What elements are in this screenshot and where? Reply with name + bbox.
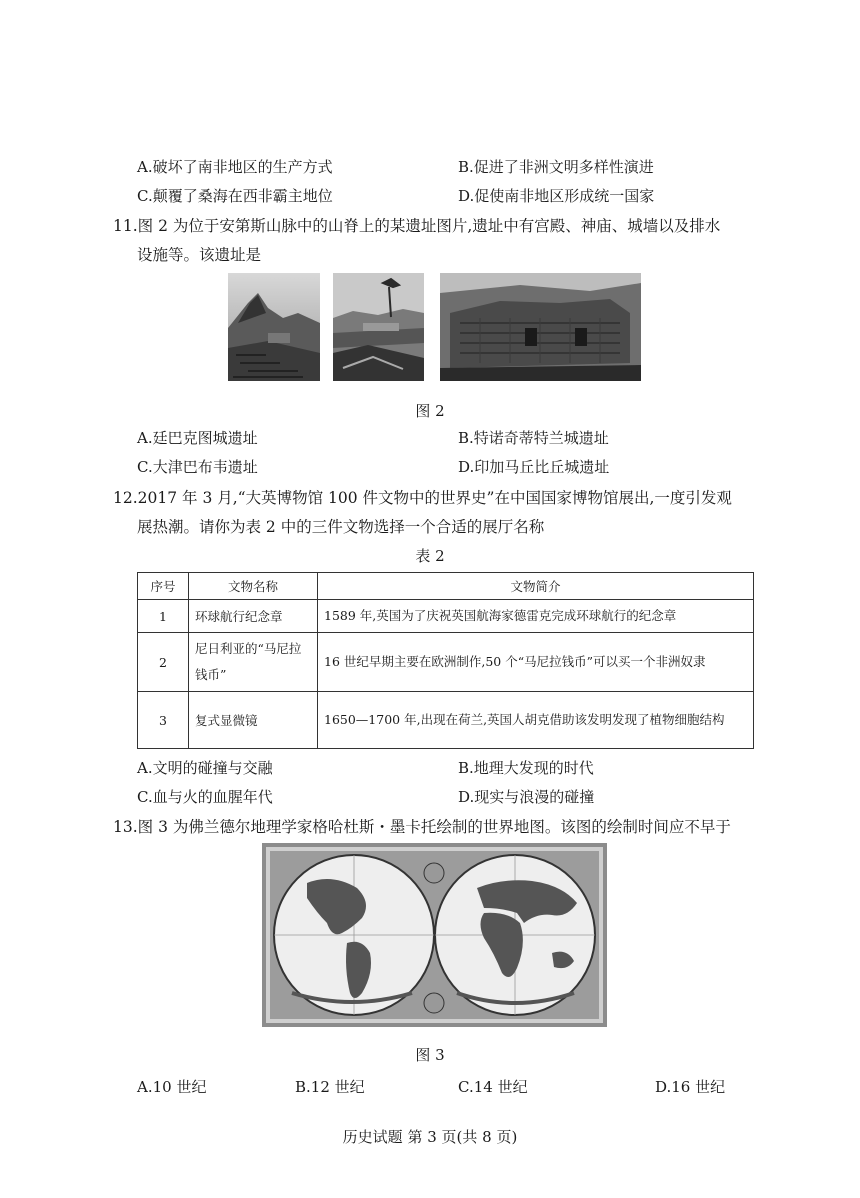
machu-picchu-photo-3 bbox=[440, 273, 641, 381]
q10-option-a: A.破坏了南非地区的生产方式 bbox=[137, 158, 333, 176]
q12-stem-line2: 展热潮。请你为表 2 中的三件文物选择一个合适的展厅名称 bbox=[137, 518, 545, 536]
q11-option-d: D.印加马丘比丘城遗址 bbox=[458, 458, 610, 476]
table-row bbox=[138, 633, 754, 692]
table-cell-no: 3 bbox=[138, 692, 189, 749]
mercator-world-map bbox=[262, 843, 607, 1027]
q11-option-c: C.大津巴布韦遗址 bbox=[137, 458, 258, 476]
q13-option-c: C.14 世纪 bbox=[458, 1078, 528, 1096]
table-cell-desc: 1650—1700 年,出现在荷兰,英国人胡克借助该发明发现了植物细胞结构 bbox=[318, 692, 754, 749]
page-footer: 历史试题 第 3 页(共 8 页) bbox=[342, 1128, 518, 1146]
table-cell-no: 2 bbox=[138, 633, 189, 692]
q12-option-d: D.现实与浪漫的碰撞 bbox=[458, 788, 595, 806]
table-header-no: 序号 bbox=[138, 573, 189, 600]
machu-picchu-photo-2 bbox=[333, 273, 424, 381]
machu-picchu-photo-1 bbox=[228, 273, 320, 381]
q13-option-a: A.10 世纪 bbox=[137, 1078, 207, 1096]
q13-stem: 13.图 3 为佛兰德尔地理学家格哈杜斯・墨卡托绘制的世界地图。该图的绘制时间应不早于 bbox=[113, 818, 731, 836]
table-2-caption: 表 2 bbox=[415, 547, 445, 565]
artifact-table bbox=[137, 572, 754, 749]
table-header-name: 文物名称 bbox=[189, 573, 318, 600]
q11-stem-line1: 11.图 2 为位于安第斯山脉中的山脊上的某遗址图片,遗址中有宫殿、神庙、城墙以及排水 bbox=[113, 217, 721, 235]
table-header-desc: 文物简介 bbox=[318, 573, 754, 600]
q12-option-b: B.地理大发现的时代 bbox=[458, 759, 594, 777]
table-row bbox=[138, 600, 754, 633]
table-cell-name: 复式显微镜 bbox=[189, 692, 318, 749]
q13-option-b: B.12 世纪 bbox=[295, 1078, 365, 1096]
table-cell-name: 环球航行纪念章 bbox=[189, 600, 318, 633]
q11-stem-line2: 设施等。该遗址是 bbox=[137, 246, 262, 264]
q12-option-c: C.血与火的血腥年代 bbox=[137, 788, 273, 806]
table-cell-desc: 16 世纪早期主要在欧洲制作,50 个“马尼拉钱币”可以买一个非洲奴隶 bbox=[318, 633, 754, 692]
q13-option-d: D.16 世纪 bbox=[655, 1078, 726, 1096]
q11-option-a: A.廷巴克图城遗址 bbox=[137, 429, 258, 447]
q10-option-b: B.促进了非洲文明多样性演进 bbox=[458, 158, 654, 176]
figure-3-caption: 图 3 bbox=[415, 1046, 445, 1064]
q12-option-a: A.文明的碰撞与交融 bbox=[137, 759, 273, 777]
q10-option-d: D.促使南非地区形成统一国家 bbox=[458, 187, 655, 205]
q11-option-b: B.特诺奇蒂特兰城遗址 bbox=[458, 429, 609, 447]
table-cell-desc: 1589 年,英国为了庆祝英国航海家德雷克完成环球航行的纪念章 bbox=[318, 600, 754, 633]
q12-stem-line1: 12.2017 年 3 月,“大英博物馆 100 件文物中的世界史”在中国国家博物馆展出,一度引发观 bbox=[113, 489, 732, 507]
table-header-row bbox=[138, 573, 754, 600]
table-cell-name: 尼日利亚的“马尼拉钱币” bbox=[189, 633, 318, 692]
table-cell-no: 1 bbox=[138, 600, 189, 633]
figure-2-caption: 图 2 bbox=[415, 402, 445, 420]
q10-option-c: C.颠覆了桑海在西非霸主地位 bbox=[137, 187, 333, 205]
table-row bbox=[138, 692, 754, 749]
